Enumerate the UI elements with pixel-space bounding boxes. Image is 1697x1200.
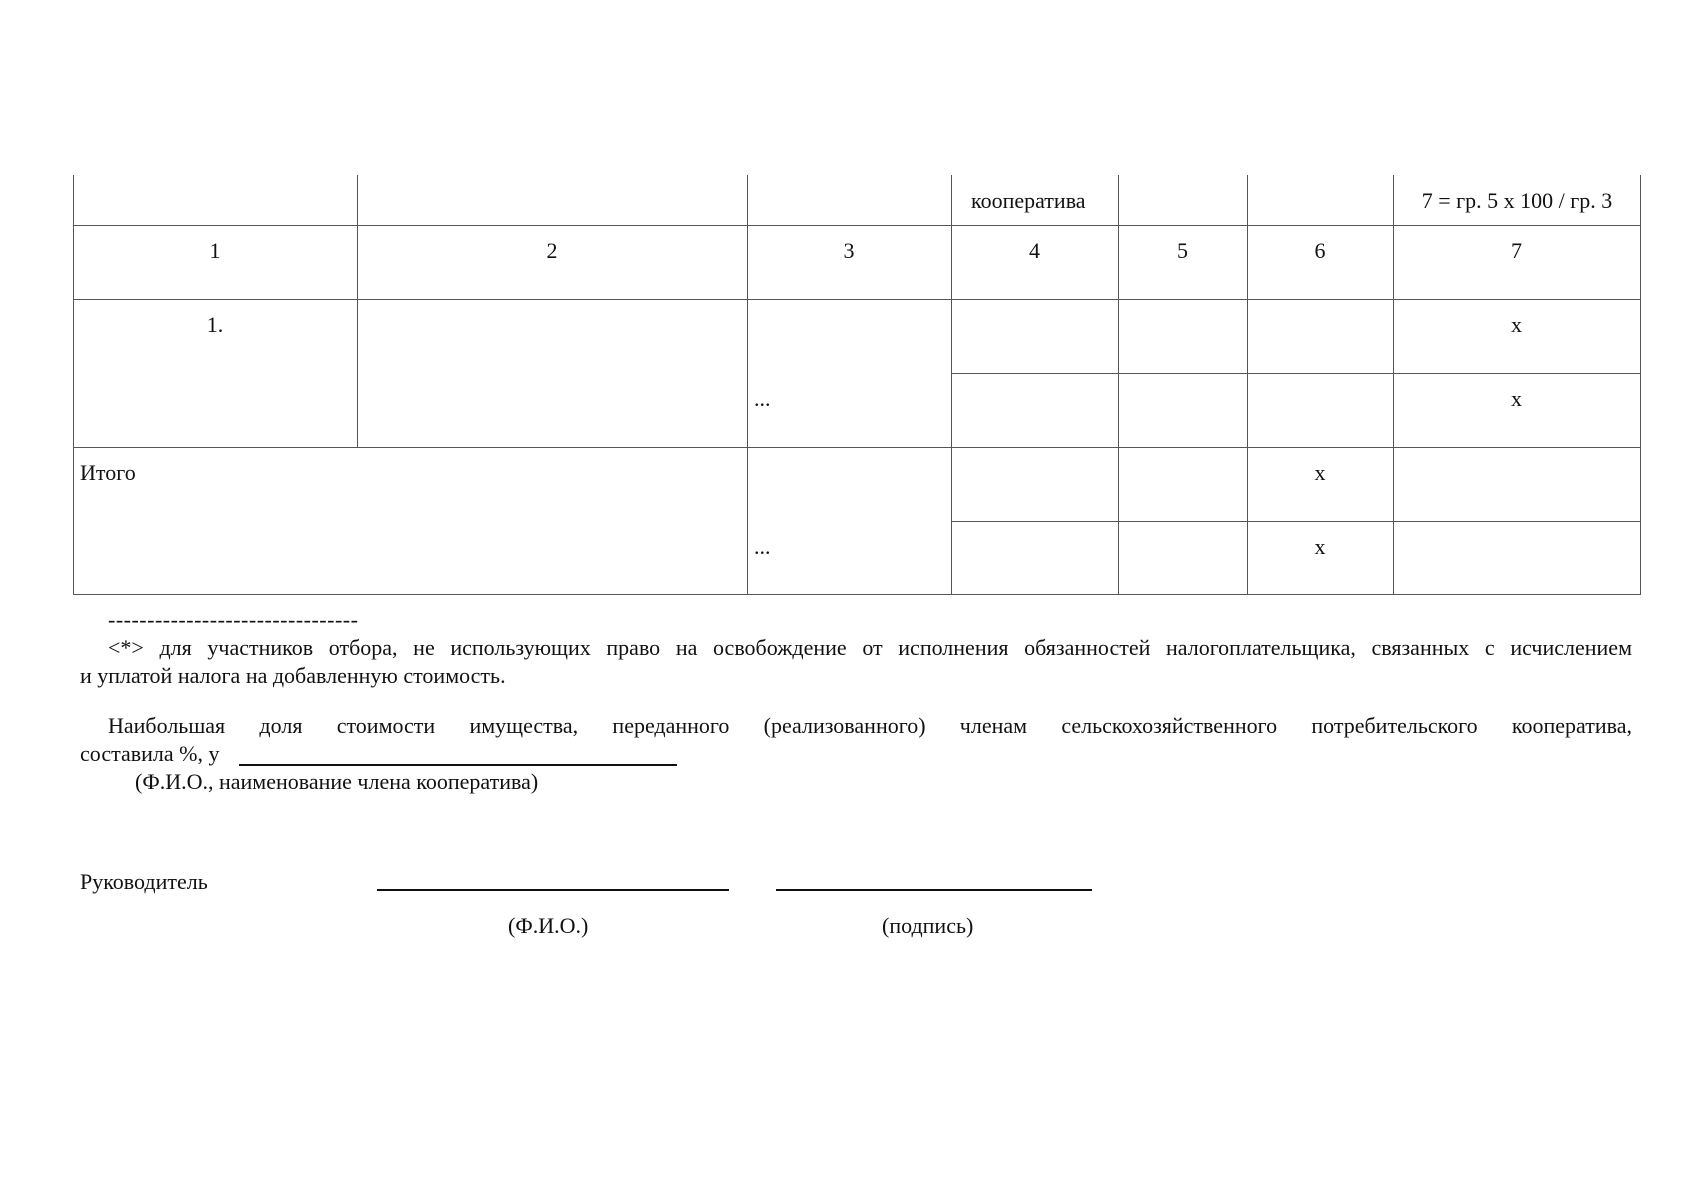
column-number-7: 7 <box>1511 238 1522 263</box>
row1-col7-mark-2: x <box>1511 386 1522 411</box>
column-number-1: 1 <box>209 238 221 263</box>
total-col3-ellipsis: ... <box>754 534 771 559</box>
total-row-label: Итого <box>80 460 136 485</box>
head-role-label: Руководитель <box>80 869 208 894</box>
table-bottom-line <box>73 594 1641 595</box>
footnote-line-2: и уплатой налога на добавленную стоимость. <box>80 663 506 688</box>
column-number-4: 4 <box>1029 238 1040 263</box>
header-col4-text: кооператива <box>971 188 1086 213</box>
share-table <box>73 175 1641 595</box>
column-number-3: 3 <box>843 238 855 263</box>
column-number-5: 5 <box>1177 238 1188 263</box>
header-col7-text: 7 = гр. 5 x 100 / гр. 3 <box>1421 188 1613 213</box>
head-name-blank-line[interactable] <box>377 889 729 891</box>
total-subrow-divider <box>951 521 1641 522</box>
column-divider <box>357 175 358 447</box>
total-col6-mark-1: x <box>1314 460 1326 485</box>
share-statement-line-1: Наибольшая доля стоимости имущества, переданного (реализованного) членам сельскохозяйственного потребительского кооператива, <box>108 713 1632 738</box>
row1-bottom-line <box>73 447 1641 448</box>
row1-col7-mark-1: x <box>1511 312 1522 337</box>
head-signature-blank-line[interactable] <box>776 889 1092 891</box>
column-number-2: 2 <box>546 238 558 263</box>
footnote-line-1: <*> для участников отбора, не использующих право на освобождение от исполнения обязанностей налогоплательщика, связанных с исчислением <box>108 635 1632 660</box>
share-statement-line-2: составила %, у <box>80 741 220 766</box>
table-border-right <box>1640 175 1641 595</box>
column-number-row-bottom-line <box>73 299 1641 300</box>
row1-col3-ellipsis: ... <box>754 386 771 411</box>
column-number-6: 6 <box>1314 238 1326 263</box>
head-signature-caption: (подпись) <box>882 913 974 938</box>
row1-number: 1. <box>206 312 224 337</box>
member-name-blank-line[interactable] <box>239 764 677 766</box>
head-name-caption: (Ф.И.О.) <box>508 913 589 938</box>
total-col6-mark-2: x <box>1314 534 1326 559</box>
header-bottom-line <box>73 225 1641 226</box>
footnote-separator: -------------------------------- <box>108 607 359 632</box>
row1-subrow-divider <box>951 373 1641 374</box>
member-name-caption: (Ф.И.О., наименование члена кооператива) <box>135 769 539 794</box>
